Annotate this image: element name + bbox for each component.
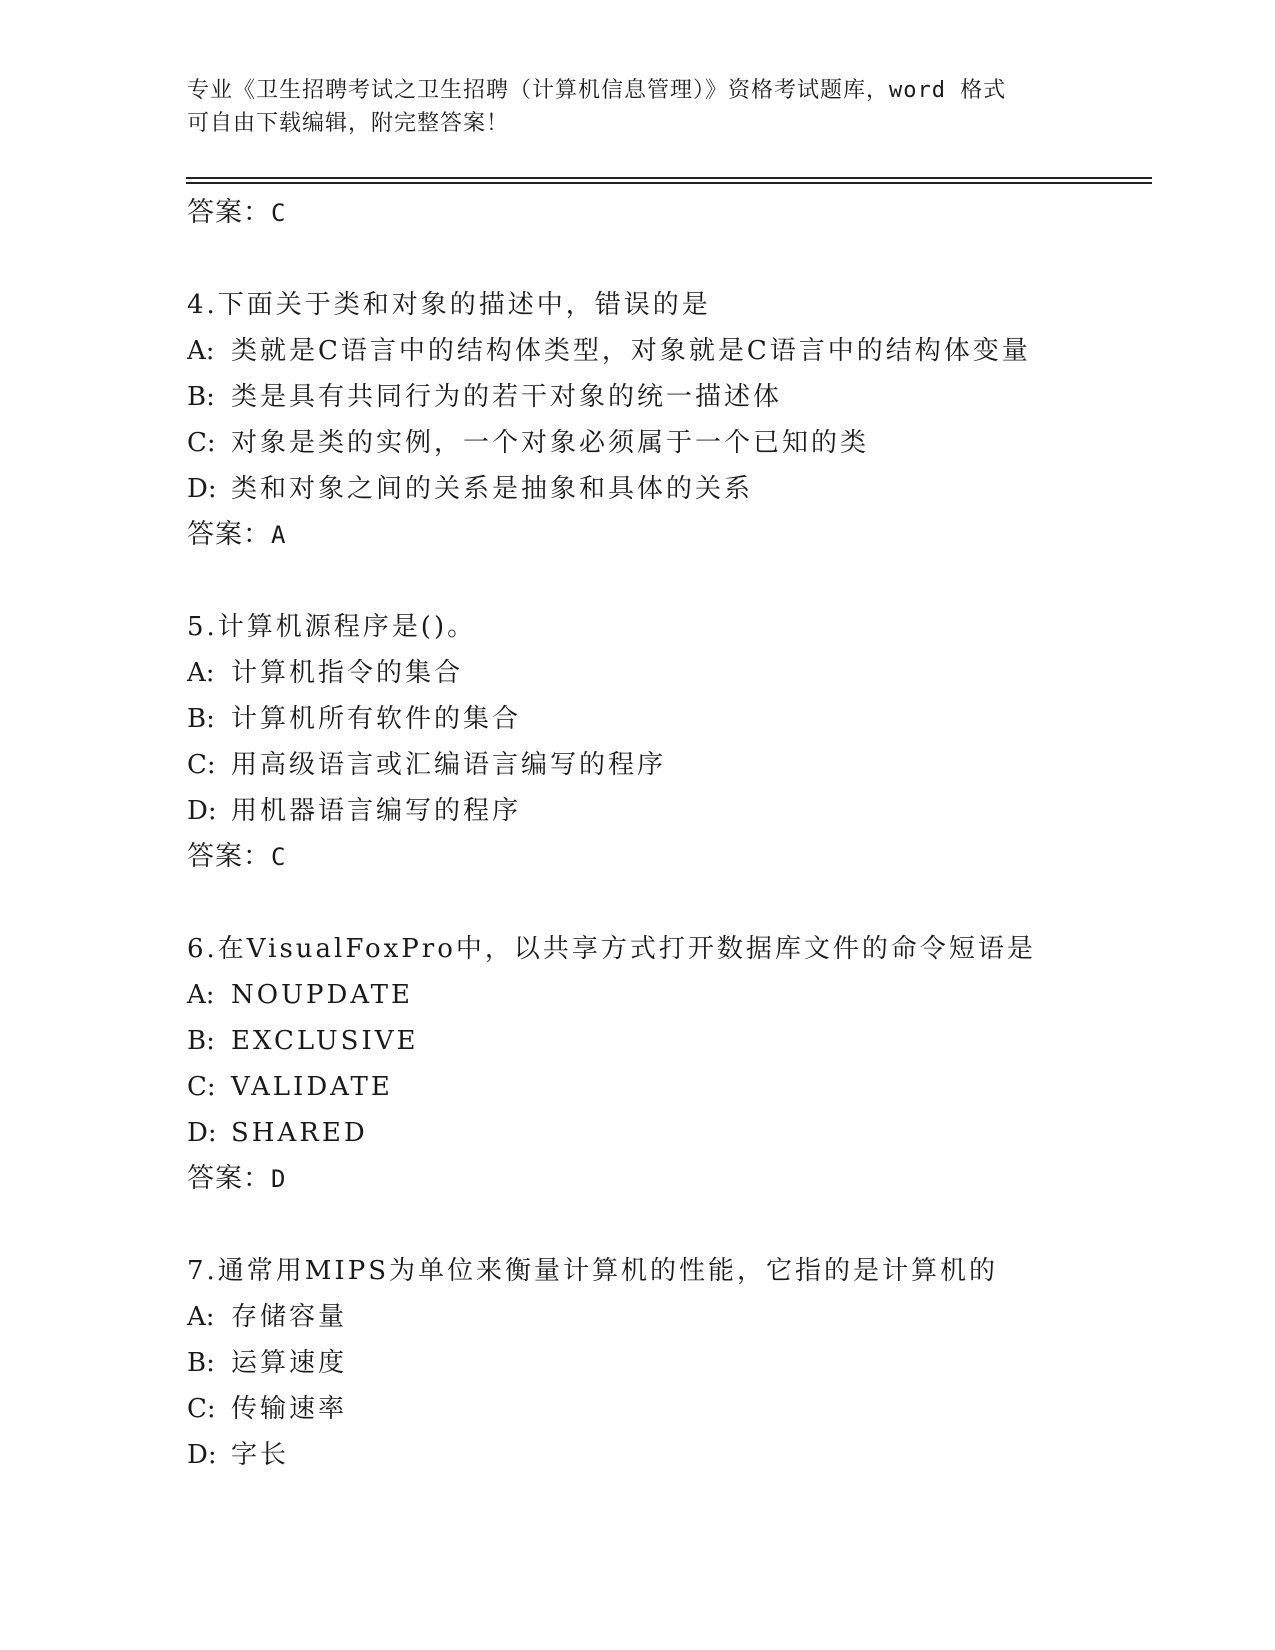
option-letter: A: [187,980,215,1010]
option-a [187,650,1147,696]
option-letter: C: [187,1072,216,1102]
option-text: 类是具有共同行为的若干对象的统一描述体 [231,382,783,412]
option-text: 传输速率 [231,1394,348,1424]
option-text: 对象是类的实例，一个对象必须属于一个已知的类 [231,428,870,458]
option-text: VALIDATE [231,1072,393,1102]
option-letter: C: [187,750,216,780]
option-b [187,1340,1147,1386]
option-text: 字长 [231,1440,290,1470]
option-letter: D: [187,796,217,826]
answer-label: 答案： [187,197,271,228]
option-letter: C: [187,428,216,458]
question-stem: 7.通常用MIPS为单位来衡量计算机的性能，它指的是计算机的 [187,1256,999,1286]
option-b [187,696,1147,742]
header-line-1: 专业《卫生招聘考试之卫生招聘（计算机信息管理）》资格考试题库，word 格式 [187,78,1007,103]
option-text: 存储容量 [231,1302,348,1332]
option-b [187,374,1147,420]
answer-line [187,834,1147,880]
answer-line [187,512,1147,558]
answer-label: 答案： [187,1163,271,1194]
header-line-2: 可自由下载编辑，附完整答案！ [187,111,510,136]
answer-line-prev [187,190,1147,236]
option-c [187,1386,1147,1432]
option-letter: C: [187,1394,216,1424]
spacer [187,236,1147,282]
spacer [187,1202,1147,1248]
option-letter: D: [187,1440,217,1470]
option-letter: B: [187,1348,215,1378]
option-c [187,1064,1147,1110]
option-a [187,1294,1147,1340]
option-letter: A: [187,1302,215,1332]
option-text: 运算速度 [231,1348,348,1378]
page-header [187,74,1087,140]
header-rule-top [186,177,1152,179]
answer-line [187,1156,1147,1202]
option-letter: B: [187,1026,215,1056]
option-letter: D: [187,474,217,504]
option-text: 用机器语言编写的程序 [231,796,522,826]
option-d [187,1110,1147,1156]
option-letter: A: [187,336,215,366]
option-text: SHARED [231,1118,368,1148]
spacer [187,880,1147,926]
option-text: NOUPDATE [231,980,413,1010]
option-d [187,788,1147,834]
answer-value: C [271,843,287,871]
option-letter: B: [187,704,215,734]
option-text: 类和对象之间的关系是抽象和具体的关系 [231,474,754,504]
answer-value: D [271,1165,287,1193]
option-d [187,1432,1147,1478]
option-letter: A: [187,658,215,688]
option-text: 类就是C语言中的结构体类型，对象就是C语言中的结构体变量 [231,336,1031,366]
option-text: 用高级语言或汇编语言编写的程序 [231,750,667,780]
answer-value: A [271,521,287,549]
answer-label: 答案： [187,519,271,550]
option-c [187,742,1147,788]
question-list [187,190,1147,1478]
question-stem: 6.在VisualFoxPro中，以共享方式打开数据库文件的命令短语是 [187,934,1036,964]
option-letter: D: [187,1118,217,1148]
option-c [187,420,1147,466]
header-rule-bottom [186,182,1152,184]
answer-label: 答案： [187,841,271,872]
option-text: 计算机所有软件的集合 [231,704,522,734]
option-letter: B: [187,382,215,412]
answer-value: C [271,199,287,227]
option-text: EXCLUSIVE [231,1026,419,1056]
option-b [187,1018,1147,1064]
option-d [187,466,1147,512]
spacer [187,558,1147,604]
option-a [187,328,1147,374]
option-text: 计算机指令的集合 [231,658,464,688]
question-stem: 5.计算机源程序是()。 [187,612,477,642]
question-stem: 4.下面关于类和对象的描述中，错误的是 [187,290,711,320]
option-a [187,972,1147,1018]
